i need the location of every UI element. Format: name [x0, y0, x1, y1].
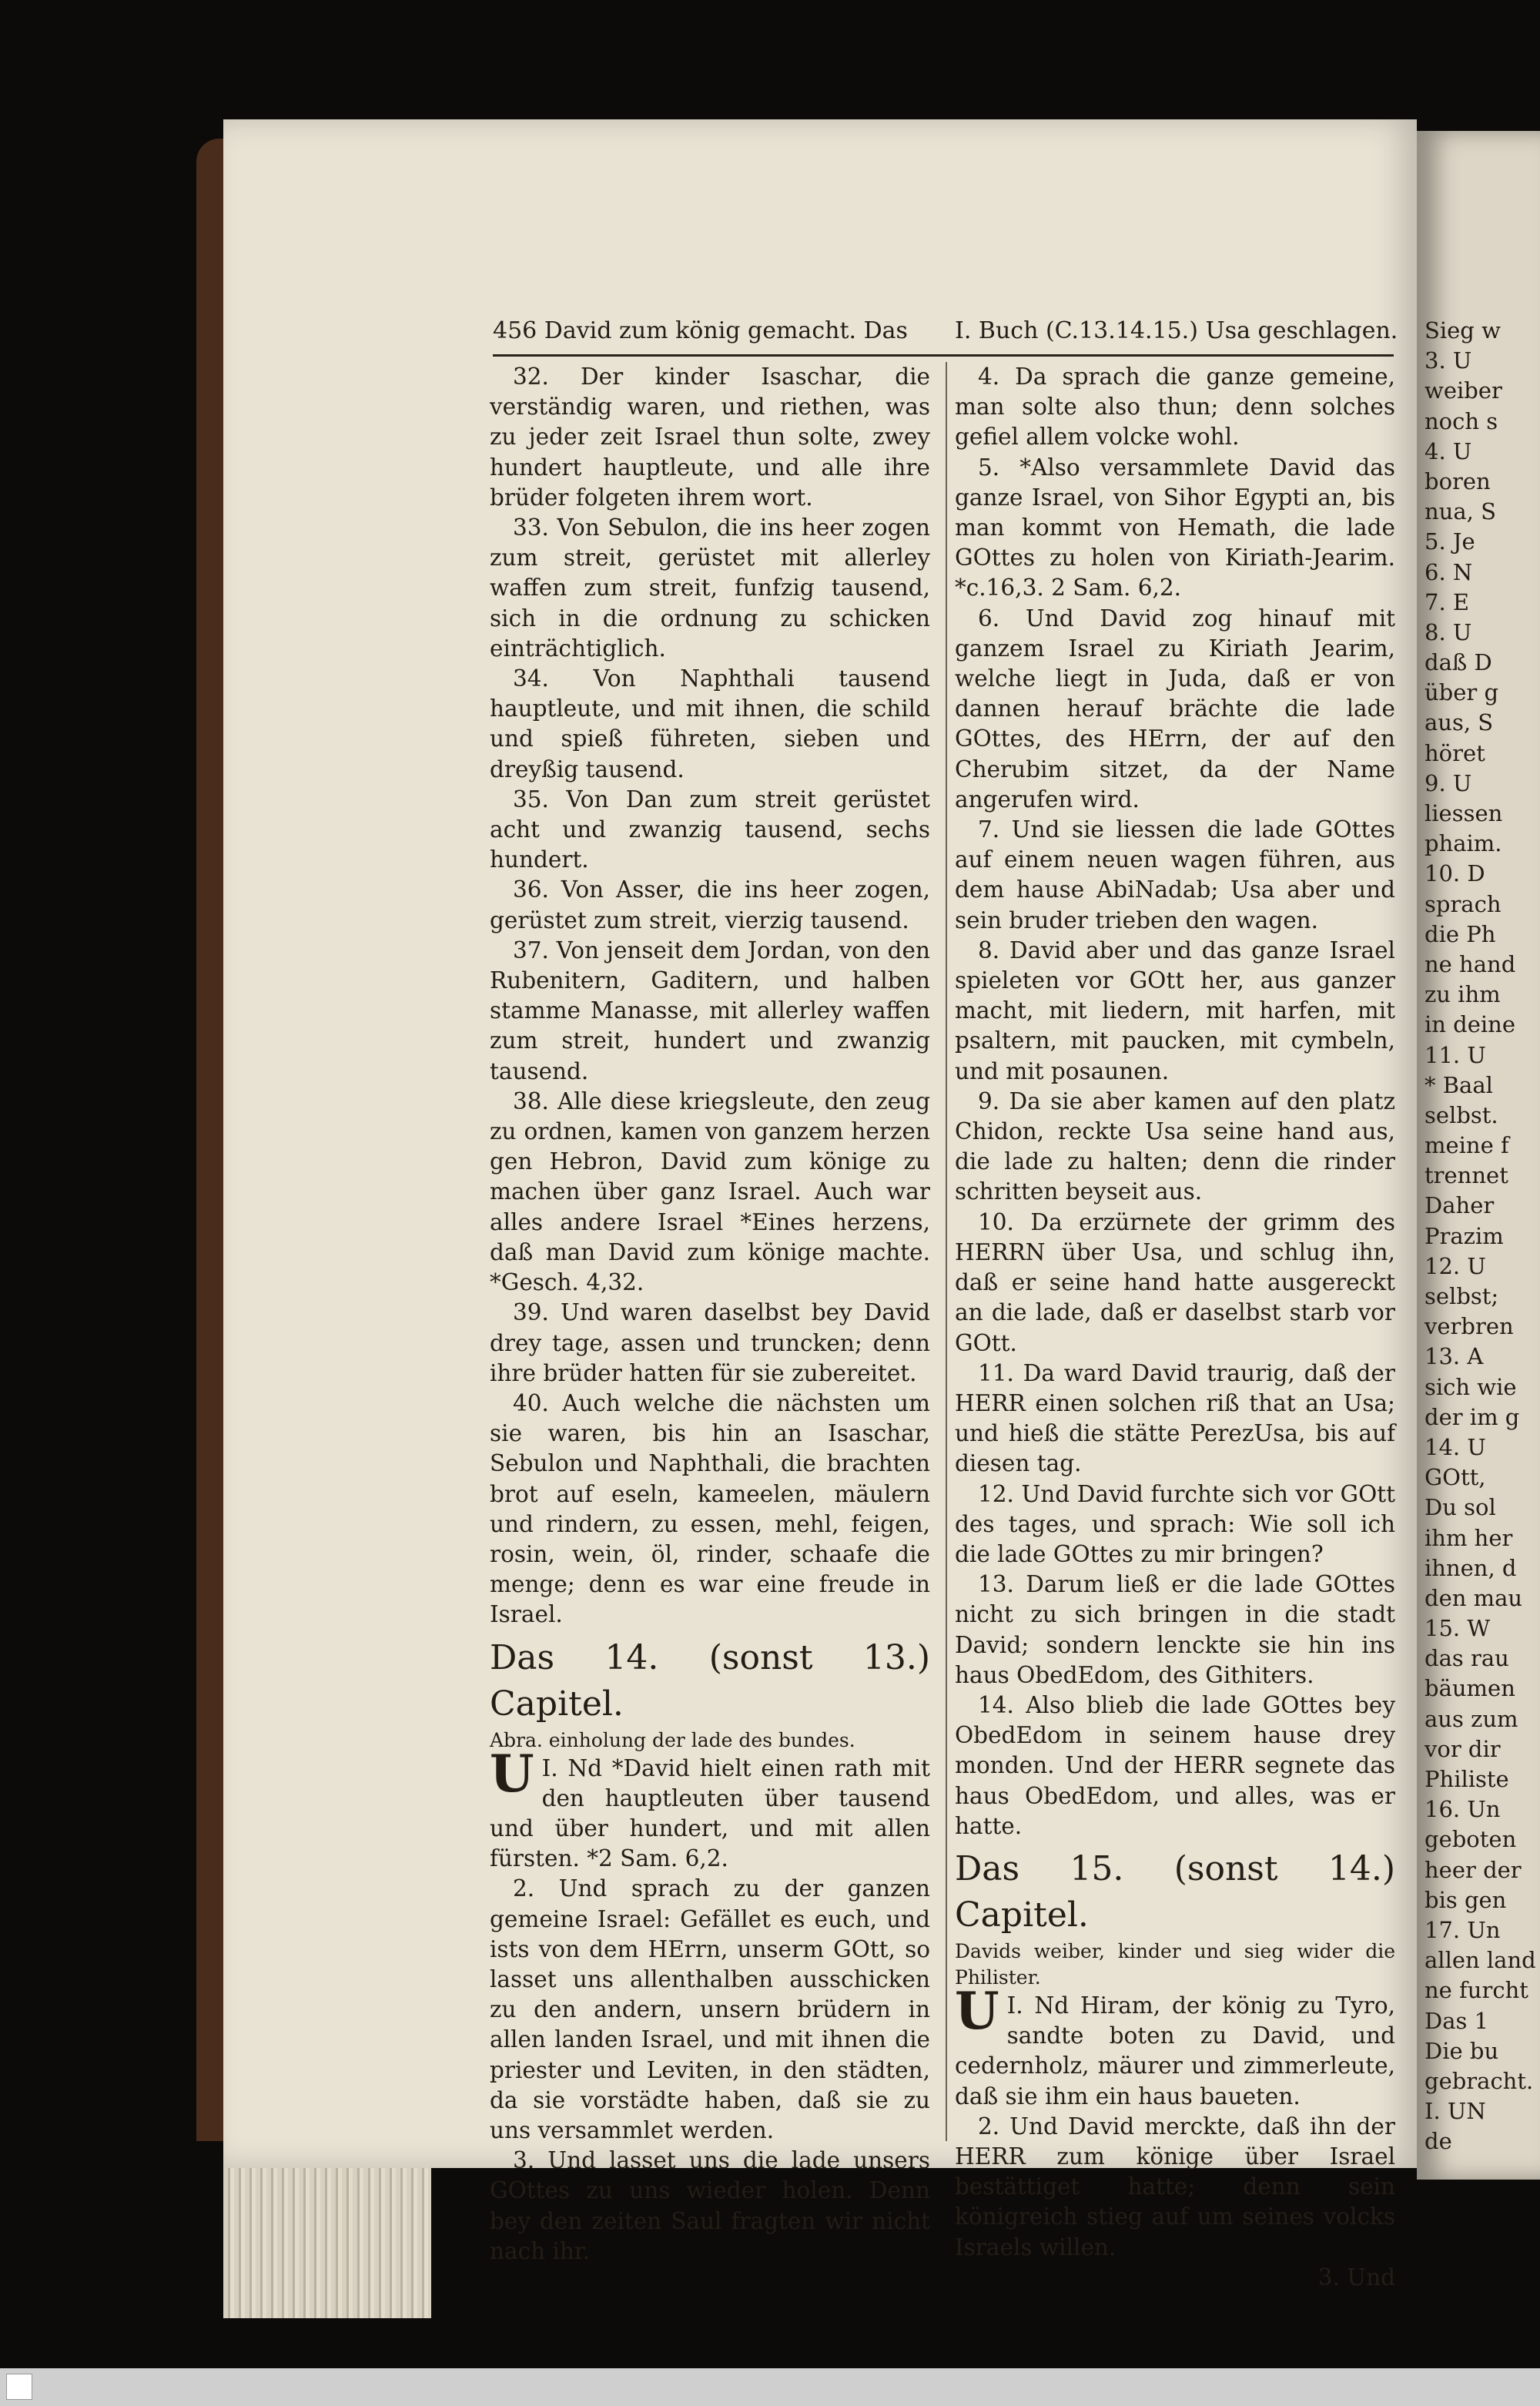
facing-page-line: allen land — [1424, 1947, 1536, 1974]
facing-page-line: zu ihm — [1424, 981, 1501, 1008]
facing-page-line: GOtt, — [1424, 1464, 1486, 1491]
facing-page-line: ihnen, d — [1424, 1554, 1517, 1581]
facing-page-line: 10. D — [1424, 860, 1485, 887]
facing-page-line: vor dir — [1424, 1735, 1501, 1762]
facing-page-text — [1424, 316, 1540, 2156]
facing-page-line: 15. W — [1424, 1615, 1491, 1642]
facing-page-line: Philiste — [1424, 1766, 1509, 1792]
facing-page-line: das rau — [1424, 1645, 1509, 1672]
facing-page-line: 11. U — [1424, 1041, 1486, 1068]
facing-page-line: liessen — [1424, 800, 1503, 826]
facing-page-line: heer der — [1424, 1856, 1522, 1883]
facing-page-line: ne furcht — [1424, 1977, 1528, 2004]
facing-page-line: weiber — [1424, 377, 1502, 404]
library-logo-icon — [6, 2374, 32, 2400]
facing-page-line: 8. U — [1424, 618, 1472, 645]
facing-page-line: in deine — [1424, 1011, 1516, 1038]
facing-page-line: Daher — [1424, 1192, 1495, 1219]
facing-page-line: bäumen — [1424, 1675, 1515, 1702]
verse: 39. Und waren daselbst bey David drey tage, assen und truncken; denn ihre brüder hatten für sie zubereitet. — [490, 1299, 930, 1386]
facing-page-line: 7. E — [1424, 588, 1470, 615]
facing-page-line: noch s — [1424, 407, 1498, 434]
verse: 4. Da sprach die ganze gemeine, man solte also thun; denn solches gefiel allem volcke wohl. — [955, 364, 1395, 451]
facing-page-line: de — [1424, 2128, 1452, 2155]
facing-page-line: Prazim — [1424, 1222, 1504, 1249]
facing-page-line: den mau — [1424, 1584, 1523, 1611]
chapter-heading: Das 14. (sonst 13.) Capitel. — [490, 1637, 930, 1724]
facing-page-line: über g — [1424, 679, 1499, 706]
facing-page-line: sprach — [1424, 890, 1502, 917]
verse: 34. Von Naphthali tausend hauptleute, und mit ihnen, die schild und spieß führeten, sieben und dreyßig tausend. — [490, 665, 930, 782]
facing-page-line: höret — [1424, 739, 1485, 766]
verse: 5. *Also versammlete David das ganze Israel, von Sihor Egypti an, bis man kommt von Hemath, die lade GOttes zu holen von Kiriath-Jearim. *c.16,3. 2 Sam. 6,2. — [955, 454, 1395, 602]
facing-page-line: sich wie — [1424, 1373, 1517, 1400]
verse: 2. Und sprach zu der ganzen gemeine Israel: Gefället es euch, und ists von dem HErrn, unserm GOtt, so lasset uns allenthalben ausschicken zu den andern, unsern brüdern in allen landen Israel, und mit ihnen die priester und Leviten, in den städten, da sie vorstädte haben, daß sie zu uns versammlet werden. — [490, 1875, 930, 2143]
verse: 9. Da sie aber kamen auf den platz Chidon, reckte Usa seine hand aus, die lade zu halten; denn die rinder schritten beyseit aus. — [955, 1087, 1395, 1205]
facing-page-line: ihm her — [1424, 1524, 1513, 1551]
verse: 14. Also blieb die lade GOttes bey ObedEdom in seinem hause drey monden. Und der HERR segnete das haus ObedEdom, und alles, was er hatte. — [955, 1691, 1395, 1839]
facing-page-line: 5. Je — [1424, 528, 1475, 555]
verse: 7. Und sie liessen die lade GOttes auf einem neuen wagen führen, aus dem hause AbiNadab; Usa aber und sein bruder trieben den wagen. — [955, 816, 1395, 933]
facing-page-line: 13. A — [1424, 1343, 1484, 1370]
verse: 3. Und lasset uns die lade unsers GOttes zu uns wieder holen. Denn bey den zeiten Saul fragten wir nicht nach ihr. — [490, 2147, 930, 2264]
facing-page-line: Die bu — [1424, 2037, 1499, 2064]
facing-page-line: boren — [1424, 467, 1491, 494]
facing-page-line: Das 1 — [1424, 2007, 1489, 2034]
verse: 40. Auch welche die nächsten um sie waren, bis hin an Isaschar, Sebulon und Naphthali, die brachten brot auf eseln, kameelen, mäulern und rindern, zu essen, mehl, feigen, rosin, wein, öl, rinder, schaafe die menge; denn es war eine freude in Israel. — [490, 1389, 930, 1628]
initial-letter: U — [490, 1743, 534, 1804]
facing-page-line: verbren — [1424, 1313, 1514, 1340]
verse: 6. Und David zog hinauf mit ganzem Israel zu Kiriath Jearim, welche liegt in Juda, daß er von dannen herauf brächte die lade GOttes, des HErrn, der auf den Cherubim sitzet, da der Name angerufen wird. — [955, 605, 1395, 813]
chapter-summary: Davids weiber, kinder und sieg wider die Philister. — [955, 1939, 1395, 1989]
verse: 33. Von Sebulon, die ins heer zogen zum streit, gerüstet mit allerley waffen zum streit, funfzig tausend, sich in die ordnung zu schicken einträchtiglich. — [490, 514, 930, 662]
verse-text: Nd Hiram, der könig zu Tyro, sandte boten zu David, und cedernholz, mäurer und zimmerleute, daß sie ihm ein haus baueten. — [955, 1992, 1395, 2109]
facing-page-line: 14. U — [1424, 1433, 1486, 1460]
verse: 8. David aber und das ganze Israel spieleten vor GOtt her, aus ganzer macht, mit liedern, mit harfen, mit psaltern, mit paucken, mit cymbeln, und mit posaunen. — [955, 937, 1395, 1084]
facing-page-line: geboten — [1424, 1826, 1517, 1853]
running-head — [493, 316, 1398, 357]
verse-number: I. — [1006, 1992, 1023, 2019]
facing-page-line: meine f — [1424, 1132, 1509, 1159]
running-head-right: I. Buch (C.13.14.15.) Usa geschlagen. — [955, 317, 1398, 344]
verse-text: Nd *David hielt einen rath mit den hauptleuten über tausend und über hundert, und mit allen fürsten. *2 Sam. 6,2. — [490, 1754, 930, 1872]
facing-page-line: 17. Un — [1424, 1916, 1501, 1943]
verse: 13. Darum ließ er die lade GOttes nicht zu sich bringen in die stadt David; sondern lenckte sie hin ins haus ObedEdom, des Githiters. — [955, 1571, 1395, 1688]
facing-page-line: gebracht. — [1424, 2067, 1534, 2094]
facing-page-line: selbst. — [1424, 1101, 1498, 1128]
facing-page-line: selbst; — [1424, 1283, 1499, 1309]
verse-1 — [955, 1980, 1395, 2112]
initial-letter: U — [955, 1980, 999, 2041]
verse: 12. Und David furchte sich vor GOtt des tages, und sprach: Wie soll ich die lade GOttes zu mir bringen? — [955, 1480, 1395, 1567]
left-column — [490, 362, 930, 2267]
verse-number: I. — [541, 1754, 558, 1781]
facing-page-line: Du sol — [1424, 1494, 1496, 1521]
facing-page-line: Sieg w — [1424, 317, 1501, 343]
verse: 36. Von Asser, die ins heer zogen, gerüstet zum streit, vierzig tausend. — [490, 876, 930, 933]
facing-page-line: 9. U — [1424, 769, 1472, 796]
facing-page-line: nua, S — [1424, 498, 1496, 525]
verse: 10. Da erzürnete der grimm des HERRN über Usa, und schlug ihn, daß er seine hand hatte ausgereckt an die lade, daß er daselbst starb vor GOtt. — [955, 1208, 1395, 1356]
verse-1 — [490, 1743, 930, 1875]
facing-page-line: 6. N — [1424, 558, 1473, 585]
facing-page-line: der im g — [1424, 1403, 1520, 1430]
catchword: 3. Und — [1317, 2264, 1395, 2290]
facing-page-line: 4. U — [1424, 437, 1472, 464]
verse: 35. Von Dan zum streit gerüstet acht und zwanzig tausend, sechs hundert. — [490, 786, 930, 873]
facing-page-line: * Baal — [1424, 1071, 1493, 1098]
verse: 32. Der kinder Isaschar, die verständig waren, und riethen, was zu jeder zeit Israel thun solte, zwey hundert hauptleute, und alle ihre brüder folgeten ihrem wort. — [490, 364, 930, 511]
verse: 2. Und David merckte, daß ihn der HERR zum könige über Israel bestättiget hatte; denn sein königreich stieg auf um seines volcks Israels willen. — [955, 2113, 1395, 2260]
running-head-left: 456 David zum könig gemacht. Das — [493, 317, 908, 344]
facing-page-line: I. UN — [1424, 2098, 1486, 2125]
facing-page-line: phaim. — [1424, 830, 1502, 857]
facing-page-line: aus zum — [1424, 1705, 1518, 1732]
facing-page-line: aus, S — [1424, 709, 1494, 736]
right-column — [955, 362, 1395, 2293]
column-rule — [946, 362, 947, 2141]
facing-page-line: die Ph — [1424, 920, 1496, 947]
facing-page-line: 3. U — [1424, 347, 1472, 374]
viewer-footer — [0, 2368, 1540, 2406]
facing-page-line: daß D — [1424, 649, 1492, 676]
verse: 11. Da ward David traurig, daß der HERR einen solchen riß that an Usa; und hieß die stätte PerezUsa, bis auf diesen tag. — [955, 1359, 1395, 1477]
verse: 38. Alle diese kriegsleute, den zeug zu ordnen, kamen von ganzem herzen gen Hebron, David zum könige zu machen über ganz Israel. Auch war alles andere Israel *Eines herzens, daß man David zum könige machte. *Gesch. 4,32. — [490, 1087, 930, 1296]
facing-page-line: 12. U — [1424, 1252, 1486, 1279]
facing-page-line: 16. Un — [1424, 1796, 1501, 1823]
facing-page-line: trennet — [1424, 1162, 1508, 1189]
facing-page-line: bis gen — [1424, 1886, 1507, 1913]
chapter-heading: Das 15. (sonst 14.) Capitel. — [955, 1848, 1395, 1935]
chapter-summary: Abra. einholung der lade des bundes. — [490, 1728, 855, 1751]
verse: 37. Von jenseit dem Jordan, von den Rubenitern, Gaditern, und halben stamme Manasse, mit allerley waffen zum streit, hundert und zwanzig tausend. — [490, 937, 930, 1084]
facing-page-line: ne hand — [1424, 950, 1516, 977]
